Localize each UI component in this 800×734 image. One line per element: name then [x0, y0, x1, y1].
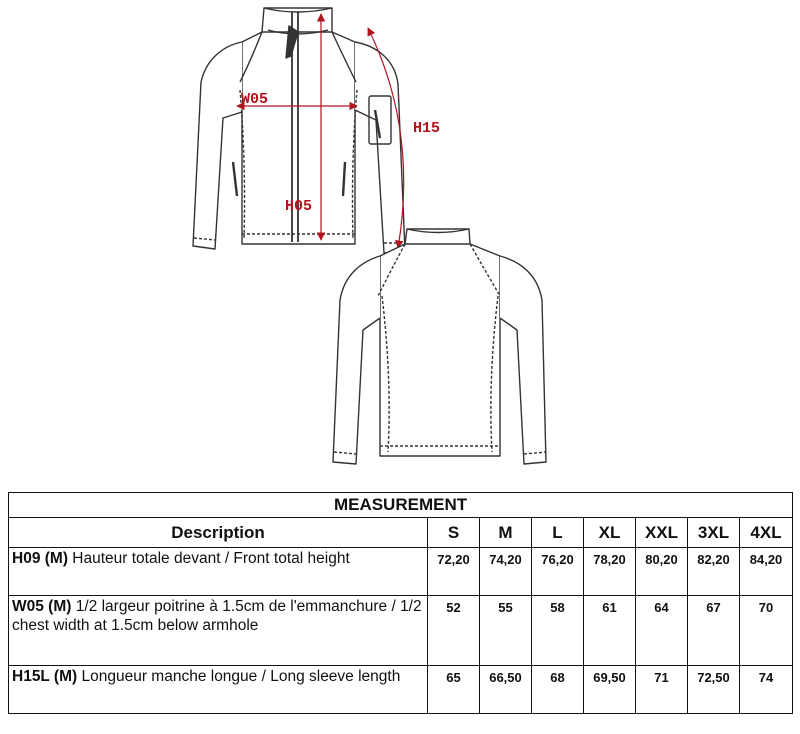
size-header: 3XL	[688, 518, 740, 548]
row-description	[9, 548, 428, 596]
size-header: 4XL	[740, 518, 793, 548]
measurement-code: H09 (M)	[12, 550, 68, 567]
size-header: S	[428, 518, 480, 548]
size-header: M	[480, 518, 532, 548]
value-cell: 84,20	[740, 548, 793, 596]
value-cell: 72,50	[688, 666, 740, 714]
value-cell: 66,50	[480, 666, 532, 714]
value-cell: 52	[428, 596, 480, 666]
description-header: Description	[9, 518, 428, 548]
value-cell: 70	[740, 596, 793, 666]
value-cell: 80,20	[636, 548, 688, 596]
value-cell: 71	[636, 666, 688, 714]
dimension-label-h15: H15	[413, 120, 441, 137]
value-cell: 68	[532, 666, 584, 714]
value-cell: 74	[740, 666, 793, 714]
table-row	[9, 596, 793, 666]
row-description	[9, 596, 428, 666]
value-cell: 74,20	[480, 548, 532, 596]
value-cell: 64	[636, 596, 688, 666]
table-row	[9, 666, 793, 714]
table-row	[9, 548, 793, 596]
jacket-front-view	[193, 8, 405, 253]
row-description	[9, 666, 428, 714]
value-cell: 55	[480, 596, 532, 666]
value-cell: 82,20	[688, 548, 740, 596]
value-cell: 61	[584, 596, 636, 666]
table-title: MEASUREMENT	[9, 493, 793, 518]
size-header: XL	[584, 518, 636, 548]
header-row	[9, 518, 793, 548]
jacket-back-view	[333, 229, 546, 464]
dimension-label-w05: W05	[241, 91, 269, 108]
measurement-text: Longueur manche longue / Long sleeve length	[81, 668, 401, 685]
value-cell: 78,20	[584, 548, 636, 596]
value-cell: 76,20	[532, 548, 584, 596]
measurement-text: Hauteur totale devant / Front total height	[72, 550, 350, 567]
value-cell: 67	[688, 596, 740, 666]
size-header: L	[532, 518, 584, 548]
value-cell: 58	[532, 596, 584, 666]
value-cell: 69,50	[584, 666, 636, 714]
size-header: XXL	[636, 518, 688, 548]
measurement-table	[8, 492, 793, 714]
dimension-label-h05: H05	[285, 198, 313, 215]
measurement-text: 1/2 largeur poitrine à 1.5cm de l'emmanchure / 1/2 chest width at 1.5cm below armhole	[12, 598, 422, 634]
measurement-code: H15L (M)	[12, 668, 78, 685]
value-cell: 72,20	[428, 548, 480, 596]
measurement-code: W05 (M)	[12, 598, 72, 615]
value-cell: 65	[428, 666, 480, 714]
